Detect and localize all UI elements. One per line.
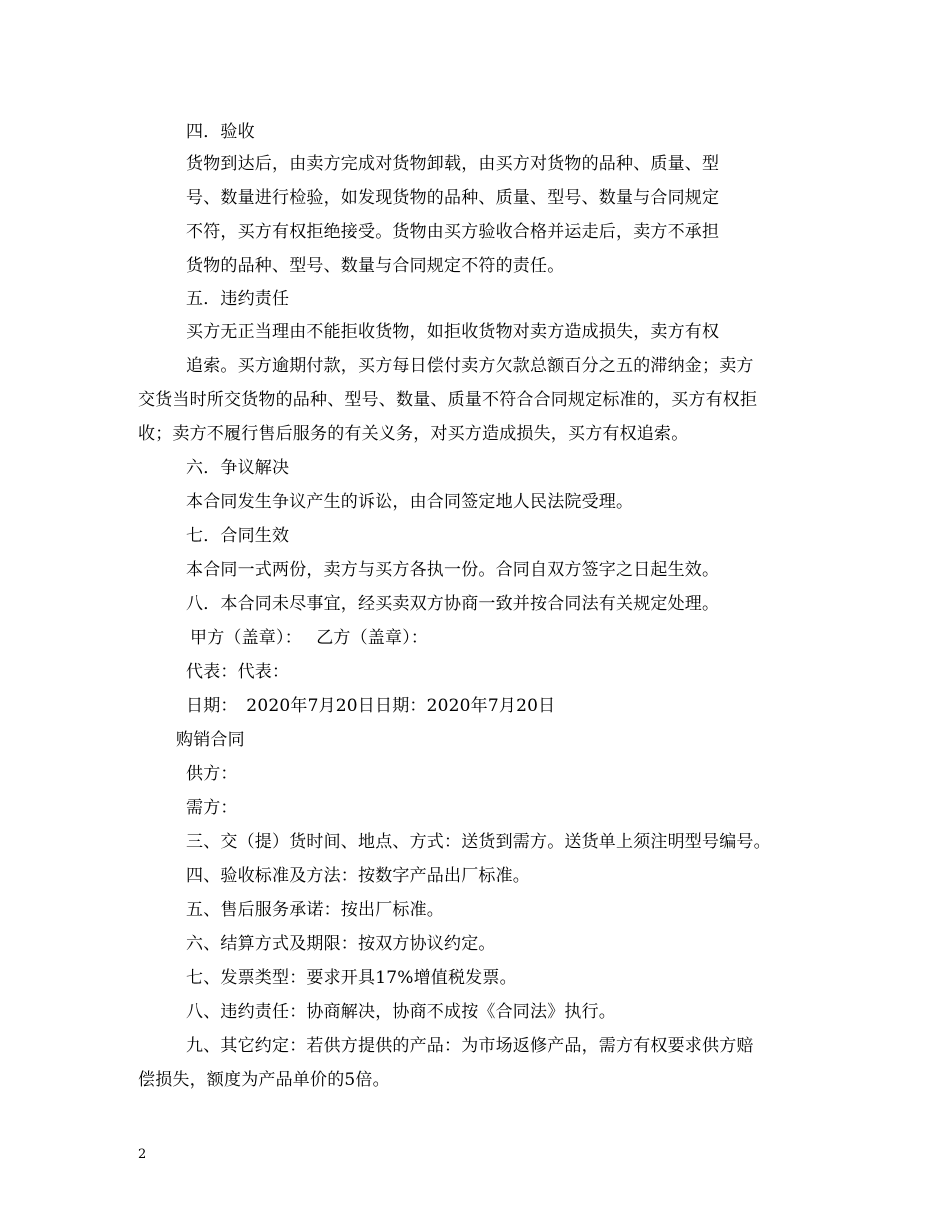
- supplier-line: 供方：: [186, 764, 238, 784]
- paragraph-line: 收；卖方不履行售后服务的有关义务，对买方造成损失，买方有权追索。: [138, 424, 689, 444]
- section-heading-dispute: 六．争议解决: [186, 458, 290, 478]
- representative-line: 代表：代表：: [186, 662, 290, 682]
- date-line: 日期： 2020年7月20日日期：2020年7月20日: [186, 696, 556, 716]
- paragraph-line: 八．本合同未尽事宜，经买卖双方协商一致并按合同法有关规定处理。: [186, 594, 720, 614]
- paragraph-line: 货物到达后，由卖方完成对货物卸载，由买方对货物的品种、质量、型: [186, 154, 720, 174]
- buyer-line: 需方：: [186, 798, 238, 818]
- contract-title: 购销合同: [176, 730, 245, 750]
- section-heading-acceptance: 四．验收: [186, 122, 255, 142]
- clause-acceptance-standard: 四、验收标准及方法：按数字产品出厂标准。: [186, 866, 530, 886]
- paragraph-line: 号、数量进行检验，如发现货物的品种、质量、型号、数量与合同规定: [186, 188, 720, 208]
- paragraph-line: 买方无正当理由不能拒收货物，如拒收货物对卖方造成损失，卖方有权: [186, 322, 720, 342]
- section-heading-effect: 七．合同生效: [186, 526, 290, 546]
- paragraph-line: 本合同发生争议产生的诉讼，由合同签定地人民法院受理。: [186, 492, 634, 512]
- paragraph-line: 不符，买方有权拒绝接受。货物由买方验收合格并运走后，卖方不承担: [186, 222, 720, 242]
- clause-after-sales: 五、售后服务承诺：按出厂标准。: [186, 900, 444, 920]
- page-number: 2: [138, 1147, 147, 1162]
- clause-delivery: 三、交（提）货时间、地点、方式：送货到需方。送货单上须注明型号编号。: [186, 832, 771, 852]
- clause-liability: 八、违约责任：协商解决，协商不成按《合同法》执行。: [186, 1002, 616, 1022]
- clause-invoice: 七、发票类型：要求开具17%增值税发票。: [186, 968, 517, 988]
- paragraph-line: 偿损失，额度为产品单价的5倍。: [138, 1070, 390, 1090]
- clause-other: 九、其它约定：若供方提供的产品：为市场返修产品，需方有权要求供方赔: [186, 1036, 754, 1056]
- paragraph-line: 追索。买方逾期付款，买方每日偿付卖方欠款总额百分之五的滞纳金；卖方: [186, 356, 754, 376]
- paragraph-line: 货物的品种、型号、数量与合同规定不符的责任。: [186, 256, 565, 276]
- signature-line: 甲方（盖章）： 乙方（盖章）：: [190, 628, 429, 648]
- clause-settlement: 六、结算方式及期限：按双方协议约定。: [186, 934, 496, 954]
- paragraph-line: 本合同一式两份，卖方与买方各执一份。合同自双方签字之日起生效。: [186, 560, 720, 580]
- paragraph-line: 交货当时所交货物的品种、型号、数量、质量不符合合同规定标准的，买方有权拒: [138, 390, 758, 410]
- section-heading-liability: 五．违约责任: [186, 289, 290, 309]
